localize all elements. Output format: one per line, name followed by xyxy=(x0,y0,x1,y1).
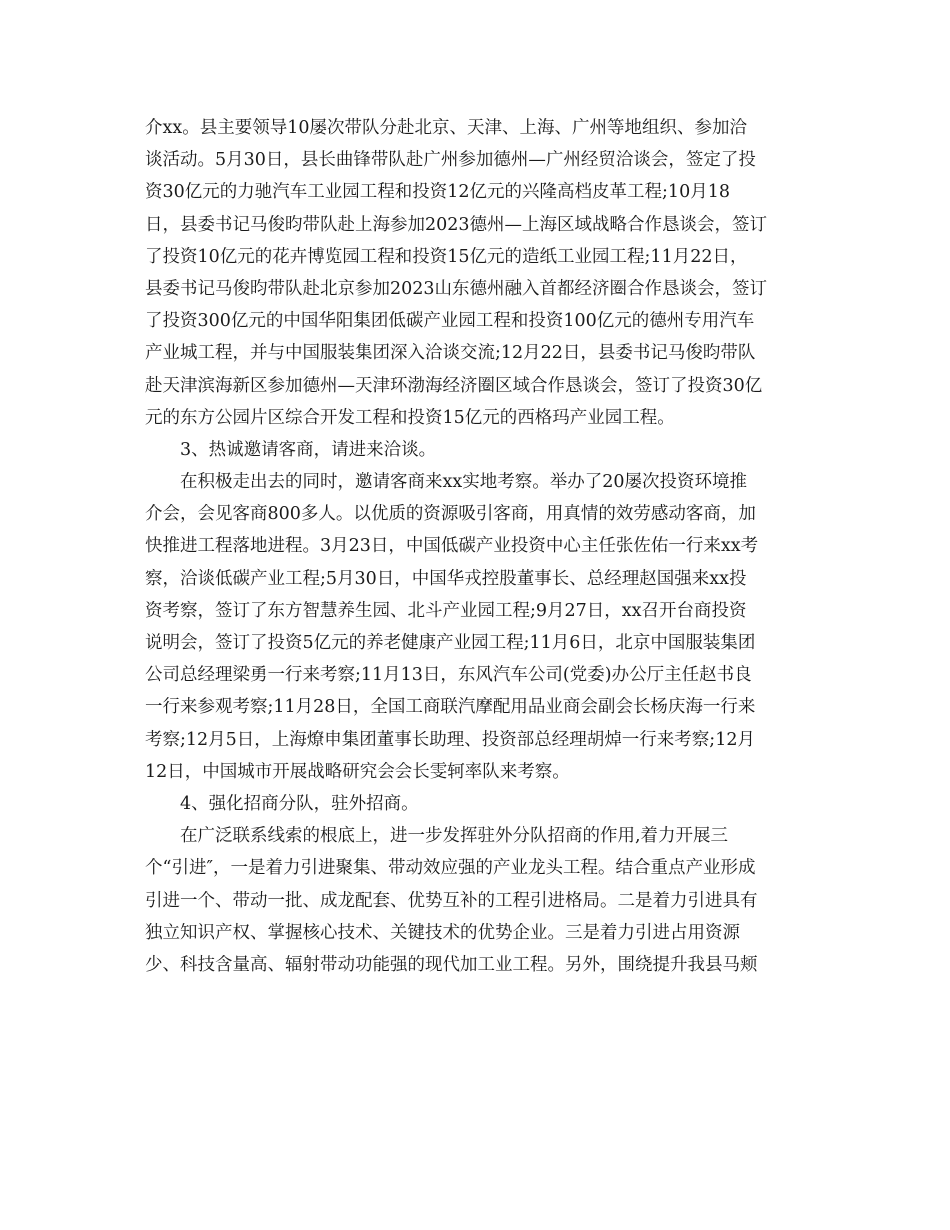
text-line: 引进一个、带动一批、成龙配套、优势互补的工程引进格局。二是着力引进具有 xyxy=(145,890,758,911)
text-line: 12日，中国城市开展战略研究会会长雯轲率队来考察。 xyxy=(145,761,570,782)
text-line: 了投资300亿元的中国华阳集团低碳产业园工程和投资100亿元的德州专用汽车 xyxy=(145,311,755,332)
text-line: 察，洽谈低碳产业工程;5月30日，中国华戎控股董事长、总经理赵国强来xx投 xyxy=(145,568,747,589)
text-line: 日，县委书记马俊昀带队赴上海参加2023德州—上海区域战略合作恳谈会，签订 xyxy=(145,214,768,235)
text-line: 独立知识产权、掌握核心技术、关键技术的优势企业。三是着力引进占用资源 xyxy=(145,922,740,943)
text-line: 赴天津滨海新区参加德州—天津环渤海经济圈区域合作恳谈会，签订了投资30亿 xyxy=(145,375,763,396)
text-line: 谈活动。5月30日，县长曲锋带队赴广州参加德州—广州经贸洽谈会，签定了投 xyxy=(145,150,756,171)
text-line: 产业城工程，并与中国服装集团深入洽谈交流;12月22日，县委书记马俊昀带队 xyxy=(145,343,756,364)
text-line: 一行来参观考察;11月28日，全国工商联汽摩配用品业商会副会长杨庆海一行来 xyxy=(145,697,756,718)
text-line: 介会，会见客商800多人。以优质的资源吸引客商，用真情的效劳感动客商，加 xyxy=(145,504,756,525)
paragraph-first-line: 在积极走出去的同时，邀请客商来xx实地考察。举办了20屡次投资环境推 xyxy=(180,472,748,493)
text-line: 考察;12月5日，上海燎申集团董事长助理、投资部总经理胡焯一行来考察;12月 xyxy=(145,729,755,750)
text-line: 快推进工程落地进程。3月23日，中国低碳产业投资中心主任张佐佑一行来xx考 xyxy=(145,536,759,557)
text-line: 资30亿元的力驰汽车工业园工程和投资12亿元的兴隆高档皮革工程;10月18 xyxy=(145,182,730,203)
text-line: 元的东方公园片区综合开发工程和投资15亿元的西格玛产业园工程。 xyxy=(145,407,675,428)
text-line: 县委书记马俊昀带队赴北京参加2023山东德州融入首都经济圈合作恳谈会，签订 xyxy=(145,278,768,299)
text-line: 公司总经理梁勇一行来考察;11月13日，东风汽车公司(党委)办公厅主任赵书良 xyxy=(145,665,752,686)
text-line: 少、科技含量高、辐射带动功能强的现代加工业工程。另外，围绕提升我县马颊 xyxy=(145,954,758,975)
section-heading: 4、强化招商分队，驻外招商。 xyxy=(180,793,419,814)
text-line: 了投资10亿元的花卉博览园工程和投资15亿元的造纸工业园工程;11月22日， xyxy=(145,246,748,267)
text-line: 个“引进″，一是着力引进聚集、带动效应强的产业龙头工程。结合重点产业形成 xyxy=(145,858,756,879)
text-line: 资考察，签订了东方智慧养生园、北斗产业园工程;9月27日，xx召开台商投资 xyxy=(145,600,747,621)
body-text xyxy=(145,112,805,981)
section-heading: 3、热诚邀请客商，请进来洽谈。 xyxy=(180,439,437,460)
text-line: 说明会，签订了投资5亿元的养老健康产业园工程;11月6日，北京中国服装集团 xyxy=(145,633,756,653)
paragraph-first-line: 在广泛联系线索的根底上，进一步发挥驻外分队招商的作用,着力开展三 xyxy=(180,826,729,847)
text-line: 介xx。县主要领导10屡次带队分赴北京、天津、上海、广州等地组织、参加洽 xyxy=(145,118,748,138)
